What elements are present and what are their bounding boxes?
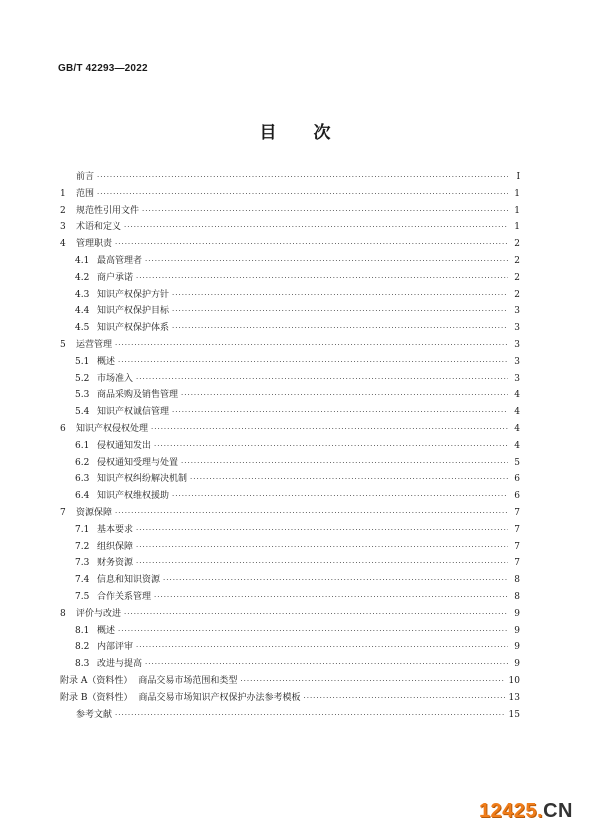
toc-entry-label: 概述 (97, 356, 116, 367)
toc-entry-label: 改进与提高 (97, 659, 143, 670)
toc-entry-page: 3 (514, 356, 520, 367)
toc-entry-label: 知识产权保护体系 (97, 323, 170, 334)
toc-entry[interactable] (60, 471, 520, 488)
toc-entry-label: 知识产权侵权处理 (76, 423, 149, 434)
toc-entry-page: 10 (508, 675, 520, 686)
toc-entry[interactable] (60, 203, 520, 220)
toc-entry-label: 内部评审 (97, 642, 134, 653)
toc-leader-dots (181, 387, 508, 404)
toc-entry[interactable] (60, 253, 520, 270)
toc-entry-number: 6.4 (75, 491, 90, 502)
toc-entry-number: 6.1 (75, 440, 90, 451)
toc-entry-number: 6 (60, 423, 66, 434)
toc-leader-dots (142, 203, 508, 220)
toc-entry-page: 9 (514, 659, 520, 670)
toc-entry-number: 4.1 (75, 255, 90, 266)
toc-entry-label: 知识产权诚信管理 (97, 407, 170, 418)
toc-entry-page: 3 (514, 339, 520, 350)
toc-entry-number: 7.3 (75, 558, 90, 569)
toc-entry[interactable] (60, 690, 520, 707)
toc-entry-page: 2 (514, 272, 520, 283)
toc-entry-page: 9 (514, 608, 520, 619)
toc-entry-number: 5.4 (75, 407, 90, 418)
toc-entry-page: 7 (514, 541, 520, 552)
toc-entry-page: 6 (514, 474, 520, 485)
toc-entry-number: 6.2 (75, 457, 90, 468)
toc-leader-dots (115, 505, 508, 522)
toc-leader-dots (118, 623, 508, 640)
toc-leader-dots (163, 572, 508, 589)
toc-entry[interactable] (60, 371, 520, 388)
toc-entry[interactable] (60, 656, 520, 673)
toc-entry[interactable] (60, 236, 520, 253)
toc-entry-page: 2 (514, 255, 520, 266)
toc-leader-dots (190, 471, 508, 488)
toc-entry-page: 3 (514, 323, 520, 334)
toc-entry-page: 7 (514, 558, 520, 569)
standard-code: GB/T 42293—2022 (58, 63, 148, 74)
toc-entry[interactable] (60, 505, 520, 522)
toc-entry-number: 1 (60, 188, 66, 199)
toc-entry-page: 2 (514, 289, 520, 300)
toc-leader-dots (304, 690, 505, 707)
toc-leader-dots (136, 270, 508, 287)
page-title: 目 次 (259, 123, 332, 143)
toc-entry-label: 知识产权保护方针 (97, 289, 170, 300)
toc-entry-label: 知识产权维权援助 (97, 491, 170, 502)
toc-entry-number: 7.2 (75, 541, 90, 552)
toc-leader-dots (172, 320, 508, 337)
toc-entry[interactable] (60, 539, 520, 556)
toc-entry[interactable] (60, 522, 520, 539)
toc-leader-dots (97, 169, 508, 186)
toc-entry-page: 1 (514, 188, 520, 199)
toc-entry-label: 运营管理 (76, 339, 113, 350)
toc-entry-page: 8 (514, 591, 520, 602)
toc-entry-page: 6 (514, 491, 520, 502)
toc-leader-dots (154, 438, 508, 455)
toc-entry[interactable] (60, 438, 520, 455)
toc-entry-number: 4.3 (75, 289, 90, 300)
toc-leader-dots (124, 606, 508, 623)
toc-leader-dots (136, 371, 508, 388)
toc-leader-dots (115, 337, 508, 354)
toc-entry-page: 5 (514, 457, 520, 468)
toc-entry-label: 合作关系管理 (97, 591, 152, 602)
toc-entry-label: 评价与改进 (76, 608, 122, 619)
toc-entry-label: 财务资源 (97, 558, 134, 569)
toc-entry[interactable] (60, 707, 520, 724)
toc-entry-number: 7.1 (75, 524, 90, 535)
toc-leader-dots (136, 639, 508, 656)
toc-leader-dots (136, 539, 508, 556)
toc-entry-label: 商户承诺 (97, 272, 134, 283)
toc-entry[interactable] (60, 623, 520, 640)
toc-entry[interactable] (60, 337, 520, 354)
toc-entry-page: 4 (514, 407, 520, 418)
toc-leader-dots (172, 287, 508, 304)
toc-entry[interactable] (60, 606, 520, 623)
toc-leader-dots (151, 421, 508, 438)
table-of-contents (60, 169, 520, 723)
toc-entry-number: 8 (60, 608, 66, 619)
toc-entry-number: 4.4 (75, 306, 90, 317)
toc-leader-dots (136, 522, 508, 539)
site-watermark: 12425.CN (478, 800, 573, 822)
toc-entry-number: 8.3 (75, 659, 90, 670)
toc-leader-dots (154, 589, 508, 606)
toc-entry[interactable] (60, 589, 520, 606)
toc-entry-label: 侵权通知发出 (97, 440, 152, 451)
toc-entry-number: 5.3 (75, 390, 90, 401)
toc-entry-number: 4.5 (75, 323, 90, 334)
toc-leader-dots (115, 236, 508, 253)
toc-entry-label: 管理职责 (76, 239, 113, 250)
toc-entry-label: 最高管理者 (97, 255, 143, 266)
toc-entry-number: 8.1 (75, 625, 90, 636)
toc-leader-dots (145, 253, 508, 270)
toc-entry-number: 3 (60, 222, 66, 233)
toc-entry-page: Ⅰ (516, 172, 520, 182)
toc-entry-number: 4.2 (75, 272, 90, 283)
toc-entry-number: 2 (60, 205, 66, 216)
toc-entry-number: 附录 A（资料性） (60, 675, 133, 686)
toc-entry-number: 6.3 (75, 474, 90, 485)
toc-entry-number: 7 (60, 507, 66, 518)
toc-entry-number: 7.4 (75, 575, 90, 586)
toc-leader-dots (136, 555, 508, 572)
toc-entry-page: 13 (508, 692, 520, 703)
toc-entry-label: 组织保障 (97, 541, 134, 552)
toc-entry-page: 1 (514, 205, 520, 216)
toc-entry-page: 9 (514, 625, 520, 636)
toc-entry[interactable] (60, 404, 520, 421)
toc-entry-label: 商品采购及销售管理 (97, 390, 179, 401)
toc-entry[interactable] (60, 572, 520, 589)
toc-entry-label: 资源保障 (76, 507, 113, 518)
toc-entry-page: 7 (514, 507, 520, 518)
toc-entry-label: 商品交易市场知识产权保护办法参考模板 (138, 692, 301, 703)
toc-entry[interactable] (60, 186, 520, 203)
toc-entry-label: 范围 (76, 188, 95, 199)
toc-entry-number: 5.2 (75, 373, 90, 384)
toc-leader-dots (181, 455, 508, 472)
toc-entry-page: 3 (514, 373, 520, 384)
toc-entry[interactable] (60, 639, 520, 656)
toc-entry[interactable] (60, 673, 520, 690)
toc-entry-label: 术语和定义 (76, 222, 122, 233)
toc-entry-label: 规范性引用文件 (76, 205, 140, 216)
toc-entry-page: 7 (514, 524, 520, 535)
toc-entry-page: 9 (514, 642, 520, 653)
toc-leader-dots (97, 186, 508, 203)
toc-entry-label: 侵权通知受理与处置 (97, 457, 179, 468)
toc-entry-label: 基本要求 (97, 524, 134, 535)
toc-entry[interactable] (60, 287, 520, 304)
toc-entry-label: 前言 (76, 172, 95, 182)
toc-entry[interactable] (60, 387, 520, 404)
toc-entry-number: 7.5 (75, 591, 90, 602)
toc-entry[interactable] (60, 555, 520, 572)
toc-entry-number: 5.1 (75, 356, 90, 367)
toc-entry-page: 2 (514, 239, 520, 250)
toc-entry-label: 参考文献 (76, 709, 113, 720)
toc-entry[interactable] (60, 270, 520, 287)
toc-entry-label: 商品交易市场范围和类型 (138, 675, 238, 686)
toc-entry-number: 4 (60, 239, 66, 250)
toc-entry-page: 8 (514, 575, 520, 586)
toc-entry-number: 8.2 (75, 642, 90, 653)
toc-entry-page: 15 (508, 709, 520, 720)
toc-entry-label: 知识产权保护目标 (97, 306, 170, 317)
toc-entry-page: 4 (514, 423, 520, 434)
toc-entry[interactable] (60, 219, 520, 236)
toc-entry[interactable] (60, 354, 520, 371)
toc-entry-label: 市场准入 (97, 373, 134, 384)
toc-entry-label: 信息和知识资源 (97, 575, 161, 586)
toc-entry[interactable] (60, 421, 520, 438)
toc-entry-number: 附录 B（资料性） (60, 692, 133, 703)
toc-leader-dots (172, 303, 508, 320)
toc-entry-label: 概述 (97, 625, 116, 636)
toc-entry-label: 知识产权纠纷解决机制 (97, 474, 188, 485)
toc-entry-page: 4 (514, 440, 520, 451)
toc-entry[interactable] (60, 320, 520, 337)
toc-entry[interactable] (60, 488, 520, 505)
toc-leader-dots (172, 488, 508, 505)
toc-entry-page: 1 (514, 222, 520, 233)
toc-entry-page: 4 (514, 390, 520, 401)
toc-entry-page: 3 (514, 306, 520, 317)
toc-entry[interactable] (60, 169, 520, 186)
toc-entry[interactable] (60, 455, 520, 472)
toc-leader-dots (118, 354, 508, 371)
toc-leader-dots (240, 673, 504, 690)
toc-leader-dots (172, 404, 508, 421)
toc-leader-dots (115, 707, 505, 724)
toc-entry[interactable] (60, 303, 520, 320)
toc-leader-dots (145, 656, 508, 673)
toc-entry-number: 5 (60, 339, 66, 350)
toc-leader-dots (124, 219, 508, 236)
